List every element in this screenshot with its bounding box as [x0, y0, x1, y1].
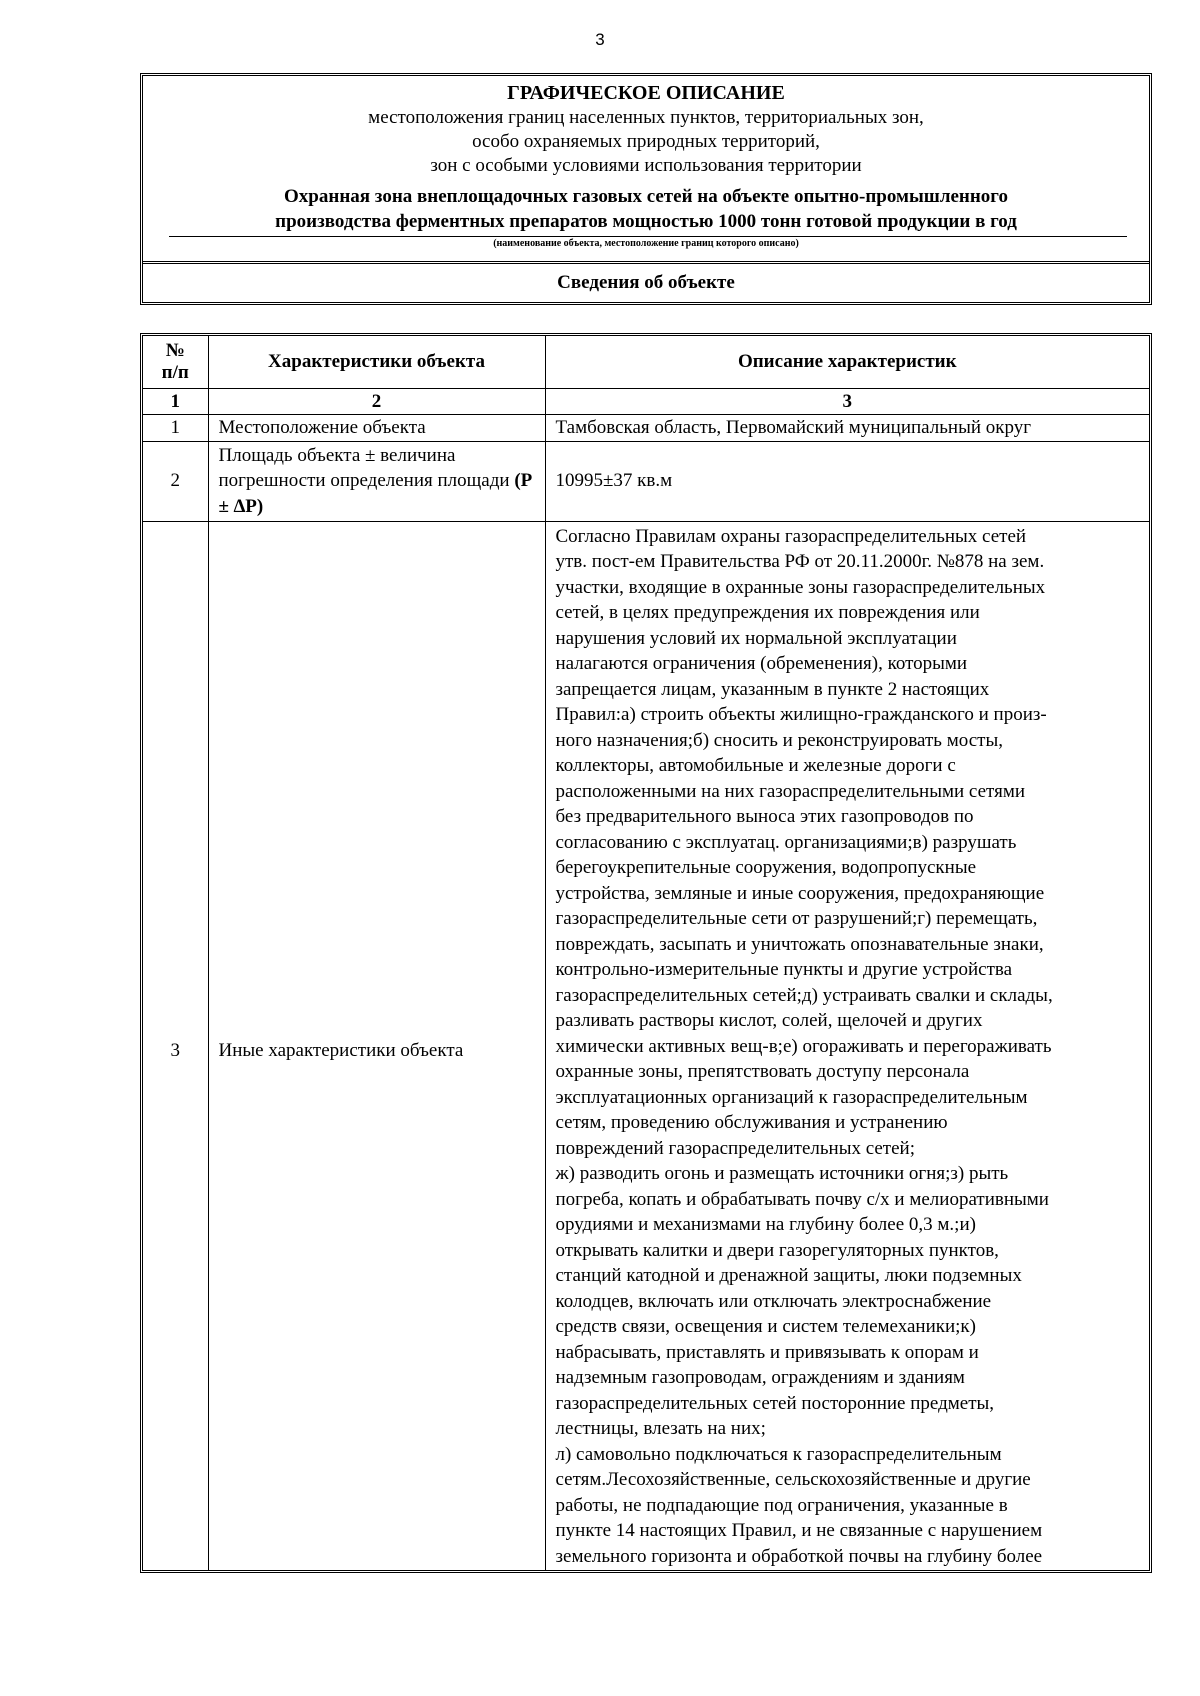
object-name-line-1: Охранная зона внеплощадочных газовых сетей на объекте опытно-промышленного [284, 186, 1008, 207]
table-row [143, 521, 1149, 1573]
section-title: Сведения об объекте [557, 272, 735, 293]
subtitle-line-1: местоположения границ населенных пунктов, территориальных зон, [368, 107, 924, 128]
row-num: 1 [143, 415, 208, 442]
area-formula: (Р ± ∆Р) [218, 470, 533, 517]
row-description: Тамбовская область, Первомайский муниципальный округ [545, 415, 1149, 442]
row-description: Согласно Правилам охраны газораспределительных сетей утв. пост-ем Правительства РФ от 20.11.2000г. №878 на зем. участки, входящие в охранные зоны газораспределительных сетей, в целях предупреждения их повреждения или нарушения условий их нормальной эксплуатации налагаются ограничения (обременения), которыми запрещается лицам, указанным в пункте 2 настоящих Правил:а) строить объекты жилищно-гражданского и произ- ного назначения;б) сносить и реконструировать мосты, коллекторы, автомобильные и железные дороги с расположенными на них газораспределительными сетями без предварительного выноса этих газопроводов по согласованию с эксплуатац. организациями;в) разрушать берегоукрепительные сооружения, водопропускные устройства, земляные и иные сооружения, предохраняющие газораспределительные сети от разрушений;г) перемещать, повреждать, засыпать и уничтожать опознавательные знаки, контрольно-измерительные пункты и другие устройства газораспределительных сетей;д) устраивать свалки и склады, разливать растворы кислот, солей, щелочей и других химически активных вещ-в;е) огораживать и перегораживать охранные зоны, препятствовать доступу персонала эксплуатационных организаций к газораспределительным сетям, проведению обслуживания и устранению повреждений газораспределительных сетей; ж) разводить огонь и размещать источники огня;з) рыть погреба, копать и обрабатывать почву с/х и мелиоративными орудиями и механизмами на глубину более 0,3 м.;и) открывать калитки и двери газорегуляторных пунктов, станций катодной и дренажной защиты, люки подземных колодцев, включать или отключать электроснабжение средств связи, освещения и систем телемеханики;к) набрасывать, приставлять и привязывать к опорам и надземным газопроводам, ограждениям и зданиям газораспределительных сетей посторонние предметы, лестницы, влезать на них; л) самовольно подключаться к газораспределительным сетям.Лесохозяйственные, сельскохозяйственные и другие работы, не подпадающие под ограничения, указанные в пункте 14 настоящих Правил, и не связанные с нарушением земельного горизонта и обработкой почвы на глубину более [545, 521, 1149, 1573]
row-characteristic: Иные характеристики объекта [208, 521, 545, 1573]
column-number-row [143, 388, 1149, 415]
subtitle-line-3: зон с особыми условиями использования территории [430, 155, 862, 176]
page-number: 3 [595, 30, 605, 49]
header-num: № п/п [143, 336, 208, 388]
table-row [143, 415, 1149, 442]
column-number-1: 1 [143, 388, 208, 415]
section-separator [143, 261, 1149, 264]
column-number-3: 3 [545, 388, 1149, 415]
document-header [140, 73, 1152, 305]
row-characteristic [208, 441, 545, 521]
object-name-caption: (наименование объекта, местоположение границ которого описано) [493, 238, 799, 249]
object-info-table [140, 333, 1152, 1573]
document-title: ГРАФИЧЕСКОЕ ОПИСАНИЕ [507, 82, 785, 104]
table-row [143, 441, 1149, 521]
header-characteristic: Характеристики объекта [208, 336, 545, 388]
object-name-line-2: производства ферментных препаратов мощностью 1000 тонн готовой продукции в год [275, 211, 1017, 232]
row-num: 3 [143, 521, 208, 1573]
row-characteristic: Местоположение объекта [208, 415, 545, 442]
area-label: Площадь объекта ± величина погрешности определения площади [218, 444, 515, 492]
table-header-row [143, 336, 1149, 388]
header-description: Описание характеристик [545, 336, 1149, 388]
object-name-underline [169, 236, 1127, 237]
column-number-2: 2 [208, 388, 545, 415]
subtitle-line-2: особо охраняемых природных территорий, [472, 131, 820, 152]
row-num: 2 [143, 441, 208, 521]
row-description: 10995±37 кв.м [545, 441, 1149, 521]
